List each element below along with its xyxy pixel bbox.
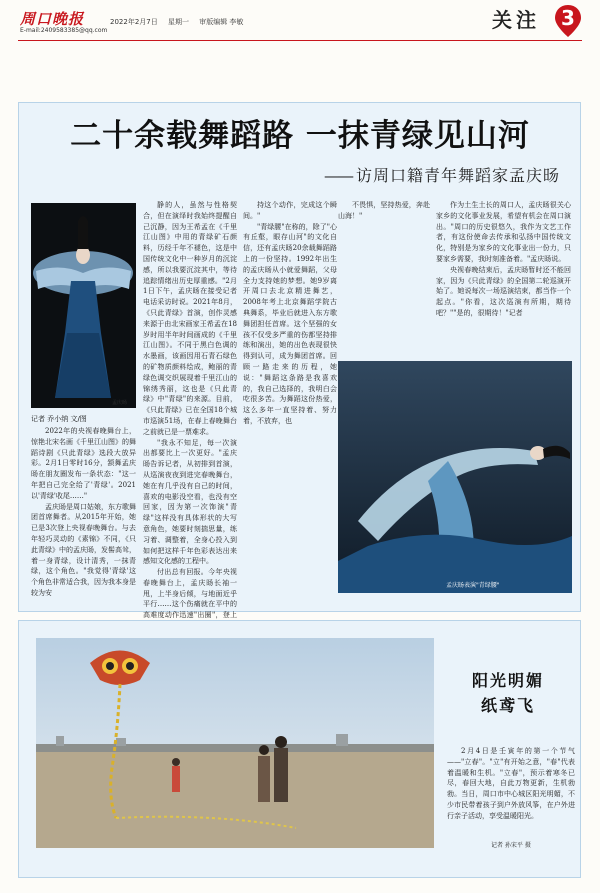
article-subtitle: —— 访周口籍青年舞蹈家孟庆旸 — [323, 166, 560, 185]
green-waist-pose-photo — [338, 361, 572, 593]
photo1-caption: 孟庆旸 — [112, 400, 128, 406]
article-column-4 — [338, 200, 430, 352]
paragraph: "青绿腰"在称的，除了"心有丘壑，眼存山河"的文化自信，还有孟庆旸20余载舞蹈路上的一份坚持。1992年出生的孟庆旸从小就爱舞蹈，父母全力支持她的梦想。她9岁离开周口去北京精进舞艺，2008年考上北京舞蹈学院古典舞系，毕业后就进入东方歌舞团担任首席。这个坚强的女孩不仅受多严重的伤都坚持排练和演出，她的出色表现很快得到认可，成为舞团首席。回顾一路走来的历程，她说："舞蹈这条路是我喜欢的，我自己选择的，我明白会吃很多苦。为舞蹈这份热爱，这么多年一直坚持着、努力着，不放弃，也 — [243, 222, 337, 425]
paragraph: 孟庆旸是周口姑娘，东方歌舞团首席舞者。从2015年开始，她已是3次登上央视春晚舞台。与去年轻巧灵动的《素锦》不同，《只此青绿》中的孟庆旸，发髻高耸，着一身青绿，设计清秀，一抹青绿，这个角色。"我觉得'青绿'这个角色非常适合我，因为我本身是较为安 — [31, 502, 136, 597]
page-editor: 审版编辑 李敏 — [199, 18, 244, 26]
issue-date: 2022年2月7日 — [110, 18, 158, 26]
page-number: 3 — [561, 6, 575, 30]
paragraph: 付出总有回报。今年央视春晚舞台上，孟庆旸长袖一甩，上半身后倾，与地面近乎平行……这个伤痛就在平中的高难度动作迅速"出圈"，登上 — [143, 568, 237, 620]
paragraph: 持这个动作，完成这个瞬间。" — [243, 201, 337, 220]
dancer-portrait-photo — [31, 203, 136, 408]
article-byline: 记者 乔小纳 文/图 — [31, 415, 87, 423]
article-column-1 — [31, 426, 136, 604]
kite-headline-line2: 纸鸢飞 — [480, 696, 535, 715]
header-rule — [18, 40, 582, 41]
kite-article-body — [447, 746, 575, 832]
issue-weekday: 星期一 — [167, 18, 189, 26]
page-number-badge — [553, 4, 583, 38]
paragraph: 不畏惧，坚持热爱，奔赴山海！" — [338, 201, 430, 220]
article-column-3 — [243, 200, 337, 600]
article-column-5 — [436, 200, 571, 352]
article-column-2 — [143, 200, 237, 620]
paragraph: 作为土生土长的周口人，孟庆旸很关心家乡的文化事业发展，希望有机会在周口演出。"周口的历史很悠久，我作为文艺工作者，有这份使命去传承和弘扬中国传统文化，特别是为家乡的文化事业出一份力，只要家乡需要，我时刻准备着。"孟庆旸说。 — [436, 201, 571, 263]
paragraph: 2月4日是壬寅年的第一个节气——"立春"。"立"有开始之意，"春"代表着温暖和生机。"立春"，预示着寒冬已尽，春回大地，自此万物更新，生机勃勃。当日，周口市中心城区阳光明媚，不少市民带着孩子到户外放风筝，在户外进行亲子活动，享受温暖阳光。 — [447, 747, 575, 820]
kite-flying-photo — [36, 638, 434, 848]
paragraph: "我永不知足，每一次演出都要比上一次更好。"孟庆旸告诉记者，从初排到首演，从巡演夜夜到进完春晚舞台，她在有几乎没有自己的时间，喜欢的电影没空看，也没有空回家，因为第一次饰演"青绿"这样没有具体形状的大写意角色，她要时刻揣思量，练习着、调整着，全身心投入到如何把这样千年色彩表达出来感知文化感的工程中。 — [143, 438, 237, 566]
section-title: 关注 — [492, 8, 540, 32]
newspaper-logo: 周口晚报 — [20, 10, 85, 28]
kite-photo-credit: 记者 孙宋平 摄 — [491, 842, 531, 849]
article-headline: 二十余载舞蹈路 一抹青绿见山河 — [70, 118, 530, 154]
photo2-caption: 孟庆旸表演"青绿腰" — [446, 582, 500, 589]
kite-headline-line1: 阳光明媚 — [471, 671, 544, 690]
paragraph: 2022年的央视春晚舞台上，惊艳北宋名画《千里江山图》的舞蹈诗剧《只此青绿》选段大放异彩。2月1日零时16分，颔舞孟庆旸在朋友圈发布一条状态："这一年把自己完全给了'青绿'。2021以'青绿'收尾……" — [31, 427, 136, 500]
contact-email: E-mail:2409583385@qq.com — [20, 27, 108, 34]
dateline — [110, 17, 251, 27]
paragraph: 静的人，虽然与性格契合，但在演绎时我始终提醒自己沉静，因为王希孟在《千里江山图》中用的青绿矿石颜料，历经千年不褪色，这是中国传统文化中一种岁月的沉淀感，所以我要沉淀其中，等待追踪情绪出历史厚重感。"2月1日下午，孟庆旸在接受记者电话采访时说。2021年8月，《只此青绿》首演，创作灵感来源于由北宋画家王希孟在18岁时用半年时间画成的《千里江山图》。不同于黑白色调的水墨画，该画因用石青石绿色的矿物质颜料绘成，鲍丽的青绿色调交织展现着千里江山的锦绣秀丽，这也是《只此青绿》中"青绿"的来源。目前，《只此青绿》已在全国18个城市巡演51场，在春上春晚舞台之前就已是一票难求。 — [143, 201, 237, 436]
paragraph: 央视春晚结束后，孟庆旸暂时还不能回家，因为《只此青绿》的全国第二轮巡演开始了。她说每次一场巡演结束，都当作一个起点。"你看，这次巡演有所期，期待吧？""是的，很期待！"记者 — [436, 265, 571, 317]
